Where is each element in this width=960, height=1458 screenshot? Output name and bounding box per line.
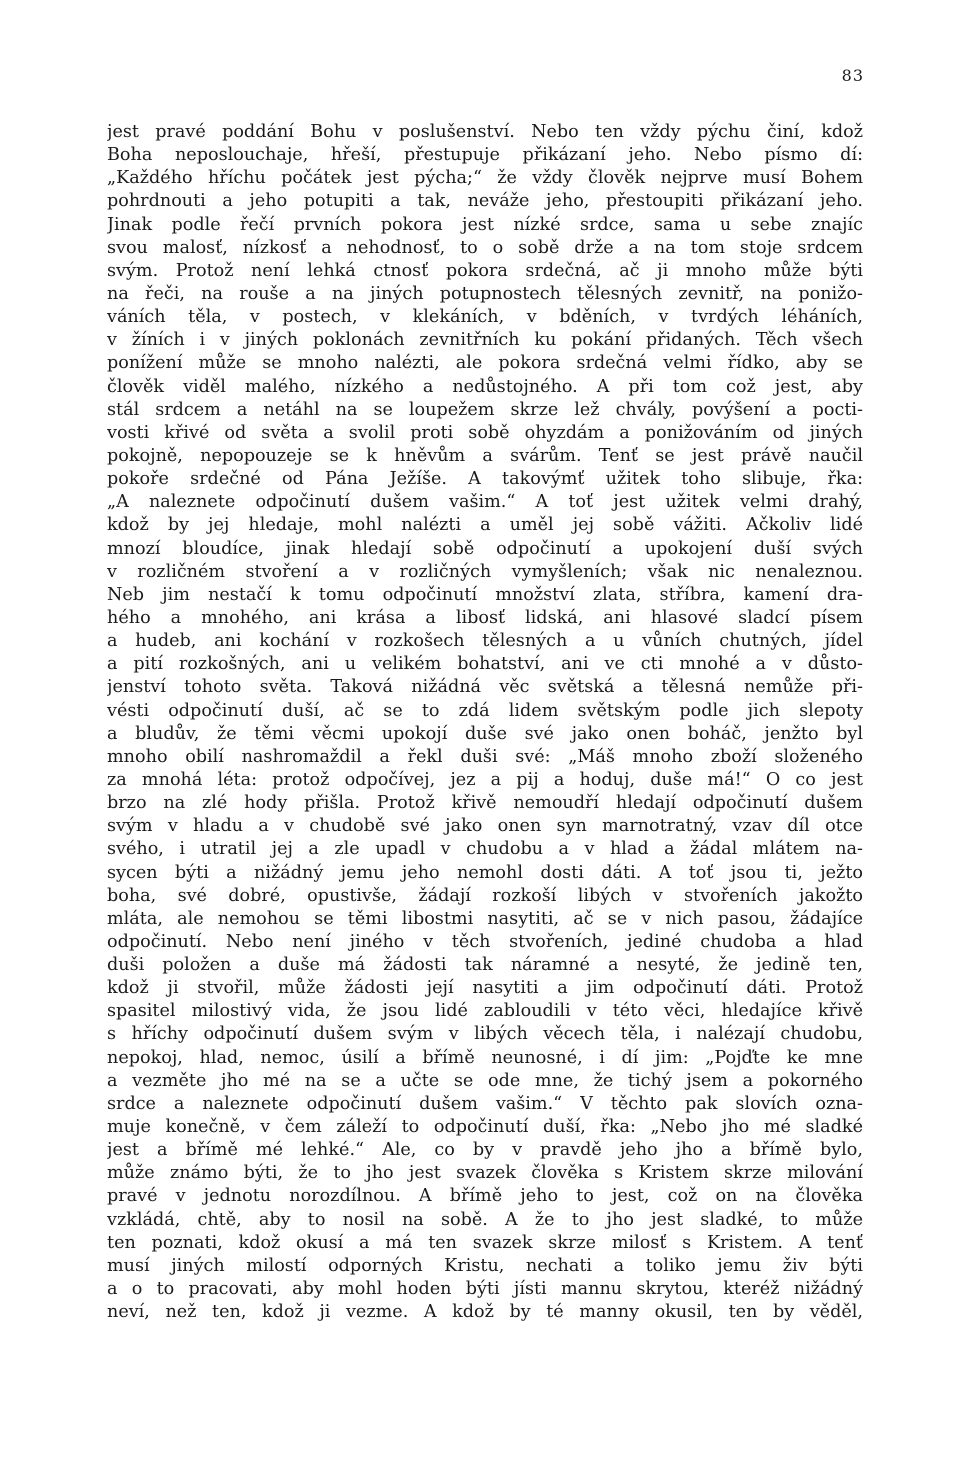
text-line: za mnohá léta: protož odpočívej, jez a pij a hoduj, duše má!“ O co jest xyxy=(107,769,863,790)
text-line: kdož ji stvořil, může žádosti její nasytiti a jim odpočinutí dáti. Protož xyxy=(107,978,863,999)
text-line: na řeči, na rouše a na jiných potupnostech tělesných zevnitř, na ponižo- xyxy=(107,283,863,304)
text-line: svou malosť, nízkosť a nehodnosť, to o sobě drže a na tom stoje srdcem xyxy=(107,237,863,258)
text-line: a vezměte jho mé na se a učte se ode mne, že tichý jsem a pokorného xyxy=(107,1070,863,1091)
text-line: může známo býti, že to jho jest svazek člověka s Kristem skrze milování xyxy=(107,1163,863,1184)
text-line: ponížení může se mnoho nalézti, ale pokora srdečná velmi řídko, aby se xyxy=(107,353,863,374)
text-line: a bludův, že těmi věcmi upokojí duše své jako onen boháč, jenžto byl xyxy=(107,723,863,744)
text-line: v žíních i v jiných poklonách zevnitřních ku pokání přidaných. Těch všech xyxy=(107,330,863,351)
text-line: srdce a naleznete odpočinutí dušem vašim.“ V těchto pak slovích ozna- xyxy=(107,1093,863,1114)
text-line: musí jiných milostí odporných Kristu, nechati a toliko jemu živ býti xyxy=(107,1255,863,1276)
text-line: jest a břímě mé lehké.“ Ale, co by v pravdě jeho jho a břímě bylo, xyxy=(107,1140,863,1161)
text-line: váních těla, v postech, v klekáních, v bděních, v tvrdých léháních, xyxy=(107,307,863,328)
text-line: a hudeb, ani kochání v rozkošech tělesných a u vůních chutných, jídel xyxy=(107,631,863,652)
text-line: kdož by jej hledaje, mohl nalézti a uměl jej sobě vážiti. Ačkoliv lidé xyxy=(107,515,863,536)
text-line: v rozličném stvoření a v rozličných vymyšleních; však nic nenaleznou. xyxy=(107,561,863,582)
text-line: a pití rozkošných, ani u velikém bohatství, ani ve cti mnohé a v důsto- xyxy=(107,654,863,675)
body-text xyxy=(107,121,863,1324)
text-line: Jinak podle řečí prvních pokora jest nízké srdce, sama u sebe znajíc xyxy=(107,214,863,235)
text-line: vésti odpočinutí duší, ač se to zdá lidem světským podle jich slepoty xyxy=(107,700,863,721)
text-line: mnoho obilí nashromaždil a řekl duši své: „Máš mnoho zboží složeného xyxy=(107,746,863,767)
text-line: Neb jim nestačí k tomu odpočinutí množství zlata, stříbra, kamení dra- xyxy=(107,584,863,605)
text-line: „A naleznete odpočinutí dušem vašim.“ A toť jest užitek velmi drahý, xyxy=(107,492,863,513)
text-line: vosti křivé od světa a svolil proti sobě ohyzdám a ponižováním od jiných xyxy=(107,422,863,443)
text-line: duši položen a duše má žádosti tak náramné a nesyté, že jedině ten, xyxy=(107,955,863,976)
text-line: Boha neposlouchaje, hřeší, přestupuje přikázaní jeho. Nebo písmo dí: xyxy=(107,145,863,166)
text-line: odpočinutí. Nebo není jiného v těch stvořeních, jediné chudoba a hlad xyxy=(107,931,863,952)
text-line: muje konečně, v čem záleží to odpočinutí duší, řka: „Nebo jho mé sladké xyxy=(107,1117,863,1138)
text-line: pohrdnouti a jeho potupiti a tak, neváže jeho, přestoupiti přikázaní jeho. xyxy=(107,191,863,212)
text-line: ten poznati, kdož okusí a má ten svazek skrze milosť s Kristem. A tenť xyxy=(107,1232,863,1253)
text-line: vzkládá, chtě, aby to nosil na sobě. A že to jho jest sladké, to může xyxy=(107,1209,863,1230)
text-line: boha, své dobré, opustivše, žádají rozkoší libých v stvořeních jakožto xyxy=(107,885,863,906)
text-line: člověk viděl malého, nízkého a nedůstojného. A při tom což jest, aby xyxy=(107,376,863,397)
text-line: jest pravé poddání Bohu v poslušenství. Nebo ten vždy pýchu činí, kdož xyxy=(107,122,863,142)
page-number: 83 xyxy=(841,66,864,85)
text-line: brzo na zlé hody přišla. Protož křivě nemoudří hledají odpočinutí dušem xyxy=(107,793,863,814)
text-line: pravé v jednotu norozdílnou. A břímě jeho to jest, což on na člověka xyxy=(107,1186,863,1207)
text-line: neví, než ten, kdož ji vezme. A kdož by té manny okusil, ten by věděl, xyxy=(107,1302,863,1323)
text-line: pokoře srdečné od Pána Ježíše. A takovýmť užitek toho slibuje, řka: xyxy=(107,469,863,490)
text-line: svým. Protož není lehká ctnosť pokora srdečná, ač ji mnoho může býti xyxy=(107,260,863,281)
text-line: „Každého hříchu počátek jest pýcha;“ že vždy člověk nejprve musí Bohem xyxy=(107,168,863,189)
text-line: jenství tohoto světa. Taková nižádná věc světská a tělesná nemůže při- xyxy=(107,677,863,698)
text-line: sycen býti a nižádný jemu jeho nemohl dosti dáti. A toť jsou ti, ježto xyxy=(107,862,863,883)
text-line: mnozí bloudíce, jinak hledají sobě odpočinutí a upokojení duší svých xyxy=(107,538,863,559)
text-line: hého a mnohého, ani krása a libosť lidská, ani hlasové sladcí písem xyxy=(107,607,863,628)
text-line: svého, i utratil jej a zle upadl v chudobu a v hlad a žádal mlátem na- xyxy=(107,839,863,860)
text-line: spasitel milostivý vida, že jsou lidé zabloudili v této věci, hledajíce křivě xyxy=(107,1001,863,1022)
text-line: mláta, ale nemohou se těmi libostmi nasytiti, ač se v nich pasou, žádajíce xyxy=(107,908,863,929)
text-line: nepokoj, hlad, nemoc, úsilí a břímě neunosné, i dí jim: „Pojďte ke mne xyxy=(107,1047,863,1068)
text-line: s hříchy odpočinutí dušem svým v libých věcech těla, i nalézají chudobu, xyxy=(107,1024,863,1045)
text-line: a o to pracovati, aby mohl hoden býti jísti mannu skrytou, kteréž nižádný xyxy=(107,1279,863,1300)
text-line: pokojně, nepopouzeje se k hněvům a svárům. Tenť se jest právě naučil xyxy=(107,445,863,466)
text-line: stál srdcem a netáhl na se loupežem skrze lež chvály, povýšení a pocti- xyxy=(107,399,863,420)
text-line: svým v hladu a v chudobě své jako onen syn marnotratný, vzav díl otce xyxy=(107,816,863,837)
